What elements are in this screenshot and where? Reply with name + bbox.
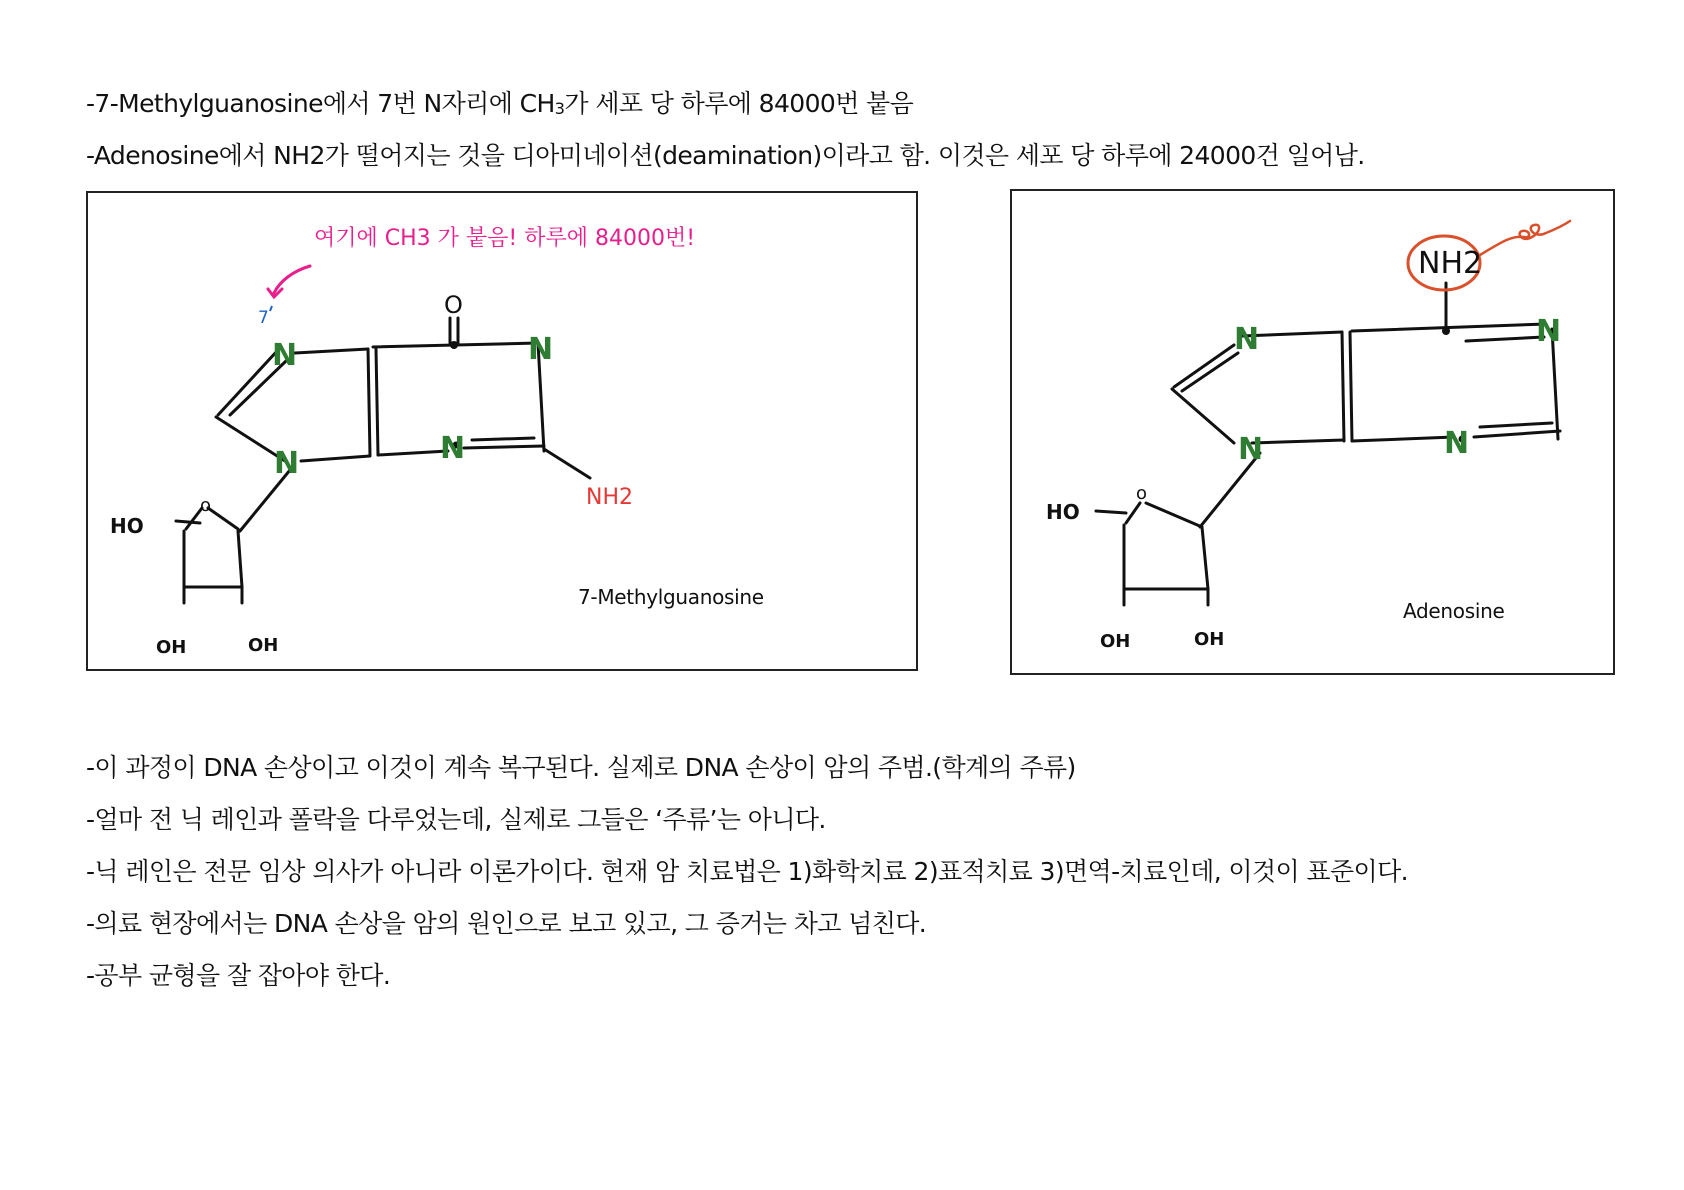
note-line-3: -닉 레인은 전문 임상 의사가 아니라 이론가이다. 현재 암 치료법은 1)화학치료 2)표적치료 3)면역-치료인데, 이것이 표준이다. — [86, 857, 1408, 886]
ho-label-right: HO — [1046, 500, 1080, 524]
n3-label: N — [440, 431, 466, 466]
intro-line-1 — [86, 84, 913, 120]
amine-label-circled: NH2 — [1418, 246, 1483, 281]
position-mark: 7 — [258, 308, 269, 328]
intro-line-2-text: -Adenosine에서 NH2가 떨어지는 것을 디아미네이션(deamination)이라고 함. 이것은 세포 당 하루에 24000건 일어남. — [86, 141, 1365, 170]
intro-line-2 — [86, 136, 1365, 172]
note-line-1: -이 과정이 DNA 손상이고 이것이 계속 복구된다. 실제로 DNA 손상이 암의 주범.(학계의 주류) — [86, 753, 1076, 782]
n3-label-right: N — [1444, 426, 1470, 461]
n1-label: N — [528, 332, 554, 367]
intro-line-1-text: -7-Methylguanosine에서 7번 N자리에 CH — [86, 89, 555, 118]
figure-caption-left: 7-Methylguanosine — [578, 585, 764, 609]
carbonyl-o-label: O — [444, 291, 463, 319]
ring-oxygen-label-right: o — [1136, 483, 1148, 504]
intro-line-1-rest: 가 세포 당 하루에 84000번 붙음 — [564, 89, 914, 118]
note-line-5: -공부 균형을 잘 잡아야 한다. — [86, 961, 391, 990]
ring-oxygen-label: o — [200, 495, 212, 516]
adenosine-structure-drawing — [1012, 191, 1613, 673]
intro-line-1-subscript: 3 — [554, 98, 565, 118]
figure-adenosine — [1010, 189, 1615, 675]
note-line-4: -의료 현장에서는 DNA 손상을 암의 원인으로 보고 있고, 그 증거는 차고 넘친다. — [86, 909, 927, 938]
note-line-2: -얼마 전 닉 레인과 폴락을 다루었는데, 실제로 그들은 ‘주류’는 아니다. — [86, 805, 826, 834]
oh-label-1: OH — [156, 637, 187, 658]
n9-label: N — [274, 446, 300, 481]
n1-label-right: N — [1536, 314, 1562, 349]
annotation-text: 여기에 CH3 가 붙음! 하루에 84000번! — [314, 226, 696, 251]
oh-label-right-1: OH — [1100, 631, 1131, 652]
oh-label-2: OH — [248, 635, 279, 656]
figure-caption-right: Adenosine — [1403, 599, 1505, 623]
amine-label: NH2 — [586, 485, 633, 510]
n9-label-right: N — [1238, 432, 1264, 467]
methylguanosine-structure-drawing — [88, 193, 916, 669]
oh-label-right-2: OH — [1194, 629, 1225, 650]
n7-label-right: N — [1234, 322, 1260, 357]
n7-label: N — [272, 338, 298, 373]
ho-label: HO — [110, 514, 144, 538]
figure-7-methylguanosine — [86, 191, 918, 671]
